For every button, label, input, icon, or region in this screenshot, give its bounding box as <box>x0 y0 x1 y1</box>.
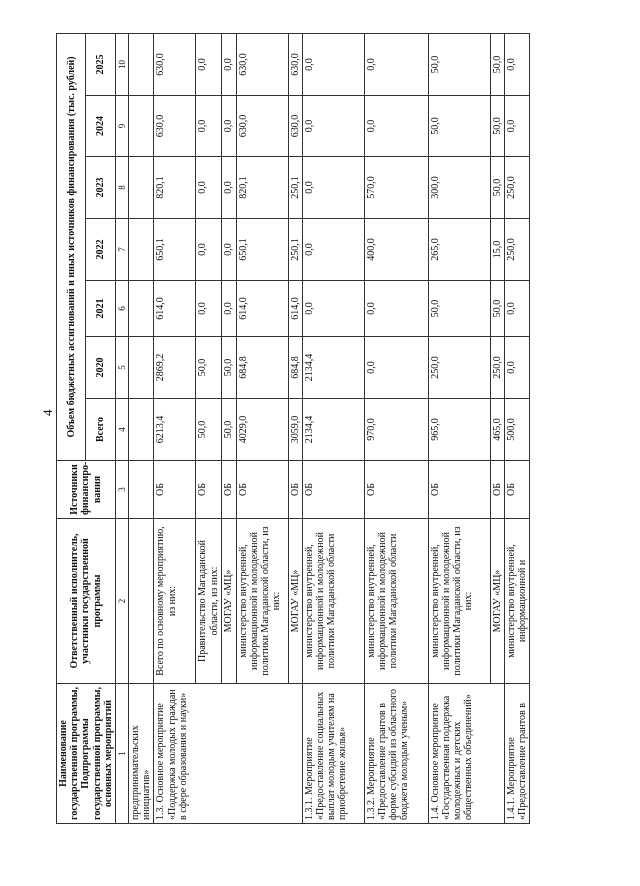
row-value: 0,0 <box>302 96 364 157</box>
row-value: 250,0 <box>504 219 529 281</box>
row-source: ОБ <box>222 461 236 519</box>
row-value: 0,0 <box>196 157 222 219</box>
row-value: 465,0 <box>490 399 504 461</box>
row-value: 0,0 <box>196 219 222 281</box>
row-value: 3059,0 <box>288 399 302 461</box>
row-source: ОБ <box>288 461 302 519</box>
row-value: 0,0 <box>364 33 428 95</box>
row-executor: министерство внутренней, информационной и молодежной политики Магаданской области, из них: <box>428 519 490 684</box>
row-value: 2134,4 <box>302 337 364 399</box>
row-source: ОБ <box>504 461 529 519</box>
column-number: 2 <box>115 519 128 684</box>
row-value: 614,0 <box>288 281 302 337</box>
row-source: ОБ <box>196 461 222 519</box>
row-name: 1.3.1. Мероприятие «Предоставление социальных выплат молодым учителям на приобретение жилья» <box>302 684 364 824</box>
row-value: 0,0 <box>504 337 529 399</box>
row-value: 2869,2 <box>154 337 196 399</box>
row-source: ОБ <box>302 461 364 519</box>
row-executor: Всего по основному мероприятию, из них: <box>154 519 196 684</box>
row-source: ОБ <box>236 461 288 519</box>
table-row <box>364 33 428 823</box>
row-value: 50,0 <box>196 399 222 461</box>
table-row <box>428 33 490 823</box>
row-value <box>129 219 154 281</box>
row-value: 0,0 <box>302 219 364 281</box>
table-row <box>302 33 364 823</box>
rotated-table-container <box>56 34 640 824</box>
row-value: 2134,4 <box>302 399 364 461</box>
row-value: 0,0 <box>222 33 236 95</box>
row-value: 0,0 <box>222 157 236 219</box>
financing-table <box>56 33 530 824</box>
row-executor: МОГАУ «МЦ» <box>490 519 504 684</box>
row-value: 0,0 <box>364 281 428 337</box>
row-value: 4029,0 <box>236 399 288 461</box>
table-body <box>129 33 530 823</box>
row-name: 1.3.2. Мероприятие «Предоставление грантов в форме субсидий из областного бюджета молодым ученым» <box>364 684 428 824</box>
header-year: 2020 <box>86 337 115 399</box>
row-value: 250,0 <box>490 337 504 399</box>
row-name: 1.4.1. Мероприятие «Предоставление грантов в <box>504 684 529 824</box>
header-executor: Ответственный исполнитель, участники государственной программы <box>57 519 116 684</box>
row-executor: министерство внутренней, информационной и <box>504 519 529 684</box>
row-value: 250,0 <box>504 157 529 219</box>
header-year: Всего <box>86 399 115 461</box>
table-row <box>504 33 529 823</box>
row-executor: МОГАУ «МЦ» <box>222 519 236 684</box>
row-value: 0,0 <box>222 219 236 281</box>
row-value: 630,0 <box>236 33 288 95</box>
row-value: 650,1 <box>154 219 196 281</box>
row-value: 0,0 <box>504 281 529 337</box>
row-value: 250,1 <box>288 157 302 219</box>
row-value: 50,0 <box>490 33 504 95</box>
row-value <box>129 96 154 157</box>
row-source <box>129 461 154 519</box>
row-value: 820,1 <box>236 157 288 219</box>
column-number: 8 <box>115 157 128 219</box>
row-value: 50,0 <box>222 337 236 399</box>
row-value: 265,0 <box>428 219 490 281</box>
column-number: 5 <box>115 337 128 399</box>
column-number: 4 <box>115 399 128 461</box>
row-value: 50,0 <box>428 281 490 337</box>
row-name: предпринимательских инициатив» <box>129 684 154 824</box>
row-value: 50,0 <box>222 399 236 461</box>
row-value: 630,0 <box>236 96 288 157</box>
row-name: 1.3. Основное мероприятие «Поддержка молодых граждан в сфере образования и науки» <box>154 684 302 824</box>
row-value: 614,0 <box>154 281 196 337</box>
row-value: 650,1 <box>236 219 288 281</box>
column-number: 10 <box>115 33 128 95</box>
row-value: 50,0 <box>490 157 504 219</box>
row-value: 970,0 <box>364 399 428 461</box>
table-row <box>129 33 154 823</box>
row-value: 50,0 <box>196 337 222 399</box>
row-value: 50,0 <box>490 281 504 337</box>
row-value: 250,1 <box>288 219 302 281</box>
column-number: 9 <box>115 96 128 157</box>
row-value: 0,0 <box>364 96 428 157</box>
row-source: ОБ <box>154 461 196 519</box>
row-value: 0,0 <box>302 281 364 337</box>
row-value: 50,0 <box>428 96 490 157</box>
header-year: 2025 <box>86 33 115 95</box>
row-source: ОБ <box>364 461 428 519</box>
row-value <box>129 33 154 95</box>
header-year: 2024 <box>86 96 115 157</box>
row-executor <box>129 519 154 684</box>
row-executor: министерство внутренней, информационной и молодежной политики Магаданской области <box>302 519 364 684</box>
row-source: ОБ <box>490 461 504 519</box>
row-value: 0,0 <box>196 33 222 95</box>
row-value <box>129 157 154 219</box>
header-source: Источники финансиро-вания <box>57 461 116 519</box>
header-name: Наименование государственной программы, Подпрограммы государственной программы, основных мероприятий <box>57 684 116 824</box>
row-value: 630,0 <box>288 33 302 95</box>
row-value: 0,0 <box>222 281 236 337</box>
row-value: 0,0 <box>302 33 364 95</box>
row-value: 630,0 <box>288 96 302 157</box>
header-year: 2022 <box>86 219 115 281</box>
row-value: 630,0 <box>154 33 196 95</box>
header-year: 2021 <box>86 281 115 337</box>
row-executor: министерство внутренней, информационной и молодежной политики Магаданской области <box>364 519 428 684</box>
row-value <box>129 281 154 337</box>
row-value: 0,0 <box>196 96 222 157</box>
column-number: 6 <box>115 281 128 337</box>
row-value: 630,0 <box>154 96 196 157</box>
row-value: 684,8 <box>236 337 288 399</box>
column-number-row <box>115 33 128 823</box>
row-name: 1.4. Основное мероприятие «Государственная поддержка молодежных и детских общественных объединений» <box>428 684 504 824</box>
row-value: 250,0 <box>428 337 490 399</box>
row-value: 50,0 <box>428 33 490 95</box>
row-value: 0,0 <box>504 33 529 95</box>
row-executor: Правительство Магаданской области, из них: <box>196 519 222 684</box>
row-value <box>129 337 154 399</box>
row-value: 820,1 <box>154 157 196 219</box>
row-value: 300,0 <box>428 157 490 219</box>
row-value: 684,8 <box>288 337 302 399</box>
row-value: 400,0 <box>364 219 428 281</box>
row-value: 0,0 <box>196 281 222 337</box>
row-value: 15,0 <box>490 219 504 281</box>
row-value: 50,0 <box>490 96 504 157</box>
row-value: 614,0 <box>236 281 288 337</box>
row-value: 0,0 <box>302 157 364 219</box>
header-year: 2023 <box>86 157 115 219</box>
row-value: 500,0 <box>504 399 529 461</box>
page-number: 4 <box>40 409 55 416</box>
row-value: 0,0 <box>222 96 236 157</box>
row-executor: министерство внутренней, информационной и молодежной политики Магаданской области, из них: <box>236 519 288 684</box>
column-number: 1 <box>115 684 128 824</box>
row-value <box>129 399 154 461</box>
row-value: 0,0 <box>364 337 428 399</box>
header-budget: Объем бюджетных ассигнований и иных источников финансирования (тыс. рублей) <box>57 33 86 460</box>
table-row <box>154 33 196 823</box>
row-value: 6213,4 <box>154 399 196 461</box>
column-number: 3 <box>115 461 128 519</box>
row-value: 570,0 <box>364 157 428 219</box>
column-number: 7 <box>115 219 128 281</box>
row-value: 0,0 <box>504 96 529 157</box>
row-executor: МОГАУ «МЦ» <box>288 519 302 684</box>
row-value: 965,0 <box>428 399 490 461</box>
row-source: ОБ <box>428 461 490 519</box>
